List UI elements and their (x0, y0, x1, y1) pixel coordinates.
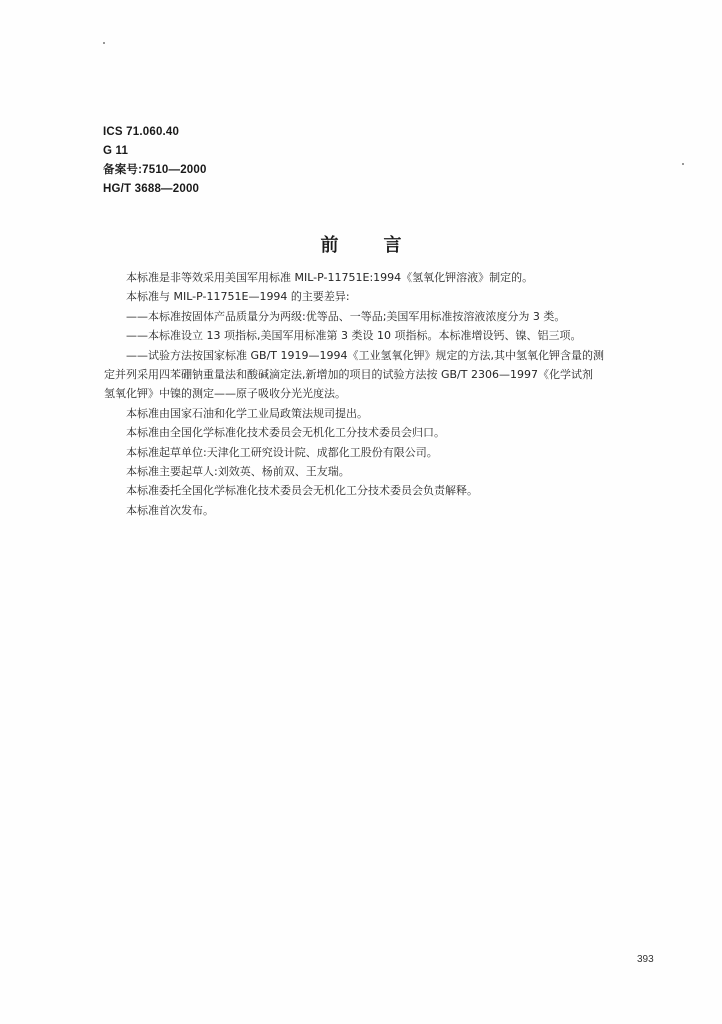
paragraph: 本标准主要起草人:刘效英、杨前双、王友瑞。 (126, 465, 350, 479)
paragraph: 本标准是非等效采用美国军用标准 MIL-P-11751E:1994《氢氧化钾溶液》制定的。 (126, 271, 534, 284)
scan-speck (682, 163, 684, 165)
paragraph: 本标准委托全国化学标准化技术委员会无机化工分技术委员会负责解释。 (126, 484, 478, 498)
paragraph: 本标准与 MIL-P-11751E—1994 的主要差异: (126, 290, 350, 304)
section-title: 前言 (320, 235, 447, 256)
list-item: ——试验方法按国家标准 GB/T 1919—1994《工业氢氧化钾》规定的方法,其中氢氧化钾含量的测 (126, 348, 604, 362)
page-number: 393 (637, 954, 654, 965)
category-code: G 11 (103, 145, 129, 157)
standard-code: HG/T 3688—2000 (103, 183, 200, 195)
list-item-continuation: 定并列采用四苯硼钠重量法和酸碱滴定法,新增加的项目的试验方法按 GB/T 2306—1997《化学试剂 (104, 368, 593, 382)
ics-code: ICS 71.060.40 (103, 126, 180, 138)
list-item: ——本标准设立 13 项指标,美国军用标准第 3 类设 10 项指标。本标准增设钙、镍、铝三项。 (126, 329, 582, 343)
paragraph: 本标准起草单位:天津化工研究设计院、成都化工股份有限公司。 (126, 445, 438, 459)
list-item: ——本标准按固体产品质量分为两级:优等品、一等品;美国军用标准按溶液浓度分为 3 类。 (126, 309, 566, 323)
foreword-body (104, 268, 657, 520)
list-item-continuation: 氢氧化钾》中镍的测定——原子吸收分光光度法。 (104, 387, 346, 401)
paragraph: 本标准由全国化学标准化技术委员会无机化工分技术委员会归口。 (126, 426, 445, 440)
paragraph: 本标准由国家石油和化学工业局政策法规司提出。 (126, 406, 368, 420)
scan-speck (103, 42, 105, 44)
document-header (103, 123, 207, 199)
filing-number: 备案号:7510—2000 (103, 164, 207, 176)
paragraph: 本标准首次发布。 (126, 503, 214, 517)
